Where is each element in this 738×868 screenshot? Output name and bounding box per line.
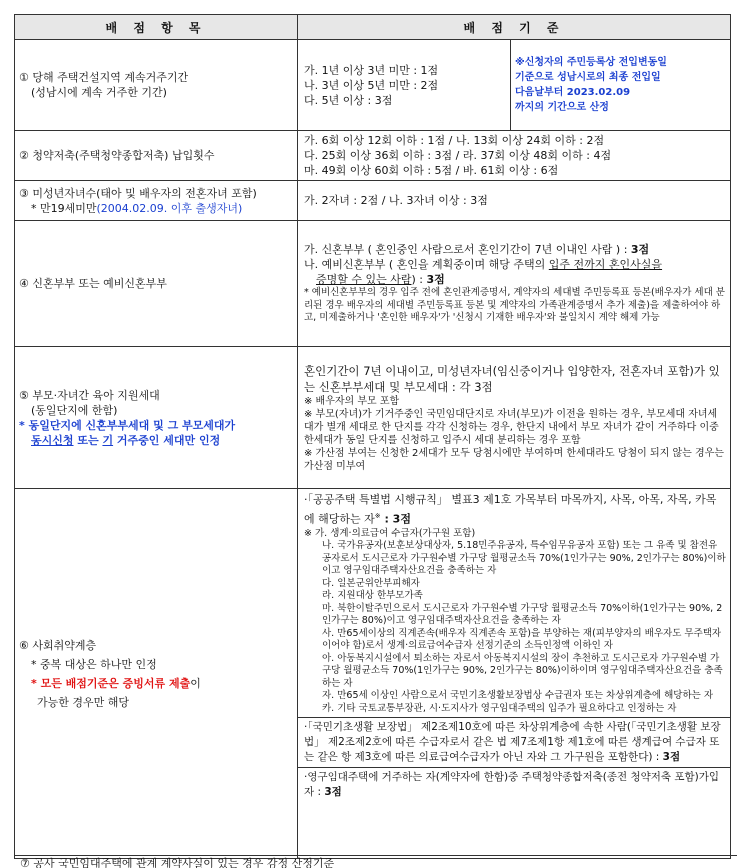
table-row <box>15 181 731 221</box>
header-score-criteria: 배 점 기 준 <box>298 15 731 40</box>
score-criteria-table <box>14 14 731 859</box>
table-row <box>15 221 731 347</box>
table-row <box>15 489 731 859</box>
row1-item-title: ① 당해 주택건설지역 계속거주기간 <box>19 71 189 84</box>
row6-criteria: ·「공공주택 특별법 시행규칙」 별표3 제1호 가목부터 마목까지, 사목, 아목, 자목, 카목에 해당하는 자※ : 3점 ※ 가. 생계·의료급여 수급자(가구원 포함) 나. 국가유공자(보훈보상대상자, 5.18민주유공자, 특수임무유공자 포함) 또는 그 유족 및 참전유공자로서 도시근로자 가구원수별 가구당 월평균소득 70%(1인가구는 90%, 2인가구는 80%)이하이고 영구임대주택자산요건을 충족하는 자 다. 일본군위안부피해자 라. 지원대상 한부모가족 마. 북한이탈주민으로서 도시근로자 가구원수별 가구당 월평균소득 70%이하(1인가구는 90%, 2인가구는 80%)이고 영구임대주택자산요건을 충족하는 자 사. 만65세이상의 직계존속(배우자 직계존속 포함)을 부양하는 재(피부양자의 배우자도 무주택자이어야 함)로서 생계·의료급여수급자 선정기준의 소득인정액 이하인 자 아. 아동복지시설에서 퇴소하는 자로서 아동복지시설의 장이 추천하고 도시근로자 가구원수별 가구당 월평균소득 70%(1인가구는 90%, 2인가구는 80%)이하이며 영구임대주택자산요건을 충족하는 자 자. 만65세 이상인 사람으로서 국민기초생활보장법상 수급권자 또는 차상위계층에 해당하는 자 카. 기타 국토교통부장관, 시·도지사가 영구임대주택의 입주가 필요하다고 인정하는 자 ·「국민기초생활 보장법」 제2조제10호에 따른 차상위계층에 속한 사람(「국민기초생활 보장법」 제2조제2호에 따른 수급자로서 같은 법 제7조제1항 제1호에 따른 생계급여 수급자 또는 같은 항 제3호에 따른 의료급여수급자가 아닌 자와 그 가구원을 포함한다) : 3점 ·영구임대주택에 거주하는 자(계약자에 한함)중 주택청약종합저축(종전 청약저축 포함)가입자 : 3점 <box>298 489 731 859</box>
row3-criteria: 가. 2자녀 : 2점 / 나. 3자녀 이상 : 3점 <box>298 181 731 221</box>
table-row <box>15 131 731 181</box>
row2-criteria: 가. 6회 이상 12회 이하 : 1점 / 나. 13회 이상 24회 이하 : 2점 다. 25회 이상 36회 이하 : 3점 / 라. 37회 이상 48회 이하 : 4점 마. 49회 이상 60회 이하 : 5점 / 바. 61회 이상 : 6점 <box>298 131 731 181</box>
row5-criteria: 혼인기간이 7년 이내이고, 미성년자녀(임신중이거나 입양한자, 전혼자녀 포함)가 있는 신혼부부세대 및 부모세대 : 각 3점 ※ 배우자의 부모 포함 ※ 부모(자녀)가 기거주중인 국민임대단지로 자녀(부모)가 이전을 원하는 경우, 부모세대 자녀세대가 별개 세대로 한 단지를 각각 신청하는 경우, 한단지 내에서 부모 자녀가 같이 거주하다 이중 한세대가 동일 단지를 신청하고 입주시 세대 분리하는 경우 포함 ※ 가산점 부여는 신청한 2세대가 모두 당첨시에만 부여하며 한세대라도 당첨이 되지 않는 경우는 가산점 미부여 <box>298 347 731 489</box>
row4-footnote: * 예비신혼부부의 경우 입주 전에 혼인관계증명서, 계약자의 세대별 주민등록표 등본(배우자가 세대 분리된 경우 배우자의 세대별 주민등록표 등본 및 계약자의 가족관계증명서 추가 제출)을 제출하여야 하고, 미제출하거나 '혼인한 배우자'가 '신청시 기재한 배우자'와 불일치시 계약 해제 가능 <box>304 287 725 324</box>
row6-criteria-b2: ·「국민기초생활 보장법」 제2조제10호에 따른 차상위계층에 속한 사람(「국민기초생활 보장법」 제2조제2호에 따른 수급자로서 같은 법 제7조제1항 제1호에 따른 생계급여 수급자 또는 같은 항 제3호에 따른 의료급여수급자가 아닌 자와 그 가구원을 포함한다) : 3점 <box>298 717 730 767</box>
table-row <box>15 40 731 131</box>
table-row <box>15 347 731 489</box>
table-header-row <box>15 15 731 40</box>
row7-partial: ⑦ 공사 국민임대주택에 관계 계약사실이 있는 경우 감정 산정기준 <box>14 855 737 868</box>
row5-item: ⑤ 부모·자녀간 육아 지원세대 (동일단지에 한함) * 동일단지에 신혼부부세대 및 그 부모세대가 동시신청 또는 기 거주중인 세대만 인정 <box>15 347 298 489</box>
row4-criteria: 가. 신혼부부 ( 혼인중인 사람으로서 혼인기간이 7년 이내인 사람 ) : 3점 나. 예비신혼부부 ( 혼인을 계획중이며 해당 주택의 입주 전까지 혼인사실을 증명할 수 있는 사람) : 3점 * 예비신혼부부의 경우 입주 전에 혼인관계증명서, 계약자의 세대별 주민등록표 등본(배우자가 세대 분리된 경우 배우자의 세대별 주민등록표 등본 및 계약자의 가족관계증명서 추가 제출)을 제출하여야 하고, 미제출하거나 '혼인한 배우자'가 '신청시 기재한 배우자'와 불일치시 계약 해제 가능 <box>298 221 731 347</box>
row1-criteria-list: 가. 1년 이상 3년 미만 : 1점 나. 3년 이상 5년 미만 : 2점 다. 5년 이상 : 3점 <box>304 63 439 107</box>
row1-item-sub: (성남시에 계속 거주한 기간) <box>31 86 167 99</box>
row3-item: ③ 미성년자녀수(태아 및 배우자의 전혼자녀 포함) * 만19세미만(2004.02.09. 이후 출생자녀) <box>15 181 298 221</box>
row6-item: ⑥ 사회취약계층 * 중복 대상은 하나만 인정 * 모든 배점기준은 증빙서류 제출이 가능한 경우만 해당 <box>15 489 298 859</box>
row1-item <box>15 40 298 131</box>
row1-criteria <box>298 40 731 131</box>
row6-criteria-b3: ·영구임대주택에 거주하는 자(계약자에 한함)중 주택청약종합저축(종전 청약저축 포함)가입자 : 3점 <box>298 767 730 802</box>
row1-criteria-note: ※신청자의 주민등록상 전입변동일 기준으로 성남시로의 최종 전입일 다음날부터 2023.02.09 까지의 기간으로 산정 <box>510 40 730 130</box>
row2-item: ② 청약저축(주택청약종합저축) 납입횟수 <box>15 131 298 181</box>
header-score-item: 배 점 항 목 <box>15 15 298 40</box>
row4-item: ④ 신혼부부 또는 예비신혼부부 <box>15 221 298 347</box>
